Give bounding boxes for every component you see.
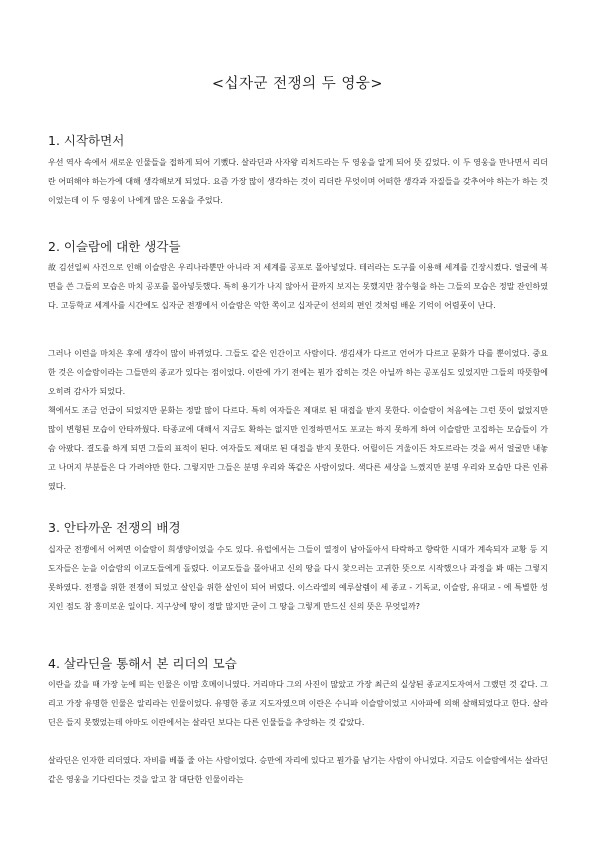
section-heading-2: 2. 이슬람에 대한 생각들	[48, 239, 181, 254]
section-2-paragraph-3: 책에서도 조금 언급이 되었지만 문화는 정말 많이 다르다. 특히 여자들은 제대로 된 대접을 받지 못한다. 이슬람이 처음에는 그런 뜻이 없었지만 많이 변형된 모습이 안타까웠다. 타종교에 대해서 지금도 확하는 없지만 인정하면서도 포교는 하지 못하게 하여 이슬람만 고집하는 모습들이 가슴 아팠다. 결도를 하게 되면 그들의 표적이 된다. 여자들도 제대로 된 대접을 받지 못한다. 어릴이든 겨울이든 차도르라는 것을 써서 얼굴만 내놓고 나머지 부분들은 다 가려야만 한다. 그렇지만 그들은 분명 우리와 똑같은 사람이었다. 색다른 세상을 느꼈지만 분명 우리와 모습만 다른 인류였다.	[48, 406, 548, 491]
document-title: <십자군 전쟁의 두 영웅>	[211, 76, 384, 92]
section-4-paragraph-2: 살라딘은 인자한 리더였다. 자비를 베풀 줄 아는 사람이었다. 승만에 자리에 있다고 뭔가를 남기는 사람이 아니었다. 지금도 이슬람에서는 살라딘 같은 영웅을 기다린다는 것을 알고 참 대단한 인물이라는	[48, 756, 548, 784]
section-2-paragraph-1: 故 김선일씨 사건으로 인해 이슬람은 우리나라뿐만 아니라 저 세계를 공포로 몰아넣었다. 테러라는 도구를 이용해 세계를 긴장시켰다. 얼굴에 복면을 쓴 그들의 모습은 마치 공포를 몰아넣듯했다. 특히 용기가 나지 않아서 끝까지 보지는 못했지만 참수형을 하는 그들의 모습은 정말 잔인하였다. 고등학교 세계사를 시간에도 십자군 전쟁에서 이슬람은 악한 쪽이고 십자군이 선의의 편인 것처럼 배운 기억이 어렴풋이 난다.	[48, 263, 548, 310]
section-3-paragraph-1: 십자군 전쟁에서 어쩌면 이슬람이 희생양이었을 수도 있다. 유럽에서는 그들이 열정이 남아돌아서 타락하고 향락한 시대가 계속되자 교황 등 지도자들은 눈을 이슬람의 이교도들에게 돌렸다. 이교도들을 몰아내고 신의 땅을 다시 찾으러는 고귀한 뜻으로 시작했으나 과정을 봐 때는 그렇지 못하였다. 전쟁을 위한 전쟁이 되었고 살인을 위한 살인이 되어 버렸다. 이스라엘의 예루살렘이 세 종교 - 기독교, 이슬람, 유대교 - 에 특별한 성지인 점도 참 흥미로운 일이다. 지구상에 땅이 정말 많지만 굳이 그 땅을 그렇게 만드신 신의 뜻은 무엇일까?	[48, 545, 548, 611]
section-4-paragraph-1: 이란을 갔을 때 가장 눈에 띄는 인물은 이맘 호메이니였다. 거리마다 그의 사진이 많았고 가장 최근의 실상된 종교지도자여서 그랬던 것 같다. 그리고 가장 유명한 인물은 알리라는 인물이었다. 유명한 종교 지도자였으며 이란은 수니파 이슬람이었고 시아파에 의해 살해되었다고 한다. 살라딘은 들지 못했었는데 아마도 이란에서는 살라딘 보다는 다른 인물들을 추앙하는 것 같았다.	[48, 680, 548, 727]
section-heading-3: 3. 안타까운 전쟁의 배경	[48, 520, 181, 535]
section-2-paragraph-2: 그러나 이런을 마치은 후에 생각이 많이 바뀌었다. 그들도 같은 인간이고 사람이다. 생김새가 다르고 언어가 다르고 문화가 다를 뿐이었다. 중요한 것은 이슬람이라는 그들만의 종교가 있다는 점이었다. 이란에 가기 전에는 뭔가 잡히는 것은 아닐까 하는 공포심도 있었지만 그들의 따뜻함에 오히려 감사가 되었다.	[48, 349, 548, 396]
section-1-paragraph-1: 우선 역사 속에서 새로운 인물들을 접하게 되어 기뻤다. 살라딘과 사자왕 리처드라는 두 영웅을 알게 되어 뜻 깊었다. 이 두 영웅을 만나면서 리더란 어떠해야 하는가에 대해 생각해보게 되었다. 요즘 가장 많이 생각하는 것이 리더란 무엇이며 어떠한 생각과 자질들을 갖추어야 하는가 하는 것이었는데 이 두 영웅이 나에게 많은 도움을 주었다.	[48, 158, 548, 205]
section-heading-4: 4. 살라딘을 통해서 본 리더의 모습	[48, 656, 237, 671]
section-heading-1: 1. 시작하면서	[48, 133, 125, 148]
